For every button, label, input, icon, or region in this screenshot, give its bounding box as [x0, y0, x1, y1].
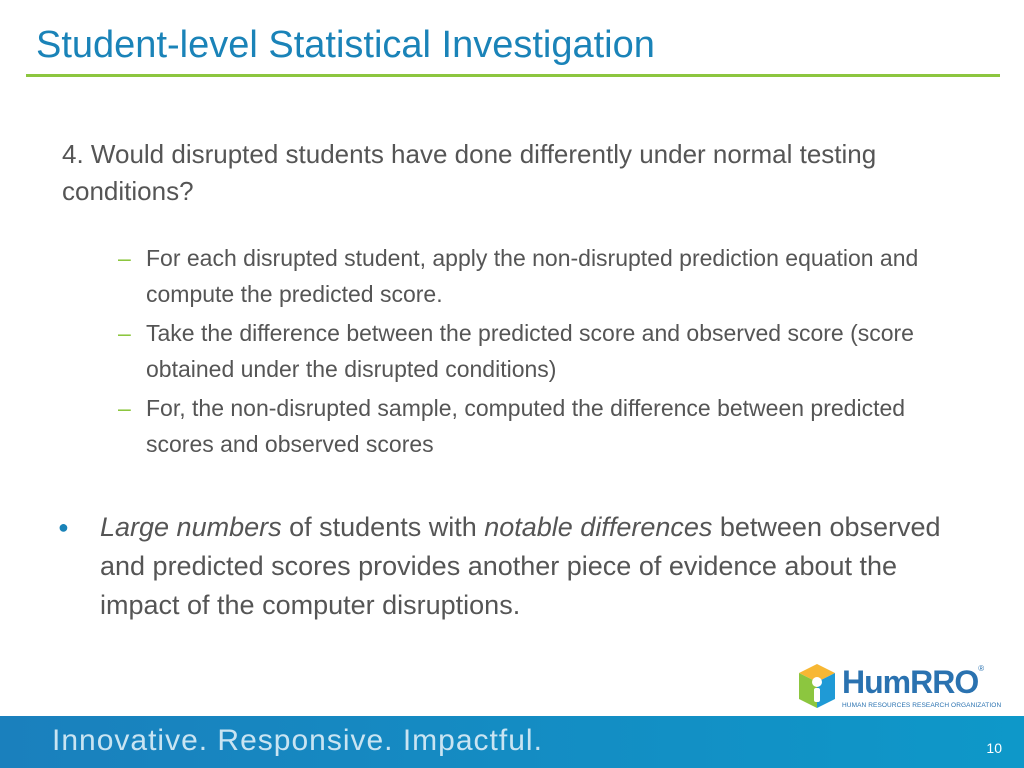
sub-point — [118, 315, 978, 387]
sub-point-text: Take the difference between the predicted score and observed score (score obtained under the disrupted conditions) — [146, 320, 914, 382]
footer-bar — [0, 716, 1024, 768]
sub-point — [118, 240, 978, 312]
main-bullet — [58, 508, 958, 625]
humrro-logo — [796, 660, 1006, 714]
logo-wordmark: HumRRO® — [842, 664, 984, 700]
sub-point-text: For, the non-disrupted sample, computed the difference between predicted scores and observed scores — [146, 395, 906, 457]
sub-point — [118, 390, 978, 462]
bullet-emphasis-notable-differences: notable differences — [484, 512, 713, 542]
sub-point-text: For each disrupted student, apply the non-disrupted prediction equation and compute the predicted score. — [146, 245, 919, 307]
bullet-text-part: of students with — [281, 512, 485, 542]
bullet-emphasis-large-numbers: Large numbers — [100, 512, 282, 542]
dash-marker: – — [118, 320, 131, 346]
dash-marker: – — [118, 245, 131, 271]
question-text: 4. Would disrupted students have done differently under normal testing conditions? — [62, 139, 877, 206]
sub-point-list — [118, 240, 978, 465]
title-divider — [26, 74, 1000, 77]
dash-marker: – — [118, 395, 131, 421]
slide-title: Student-level Statistical Investigation — [36, 24, 655, 66]
page-number: 10 — [986, 740, 1002, 756]
humrro-cube-icon — [796, 660, 838, 712]
footer-tagline: Innovative. Responsive. Impactful. — [52, 724, 543, 757]
bullet-text-part: between observed and predicted scores provides another piece of evidence about the impact of the computer disruptions. — [100, 512, 941, 620]
bullet-marker: ● — [58, 517, 69, 537]
logo-subtitle: HUMAN RESOURCES RESEARCH ORGANIZATION — [842, 702, 1002, 709]
